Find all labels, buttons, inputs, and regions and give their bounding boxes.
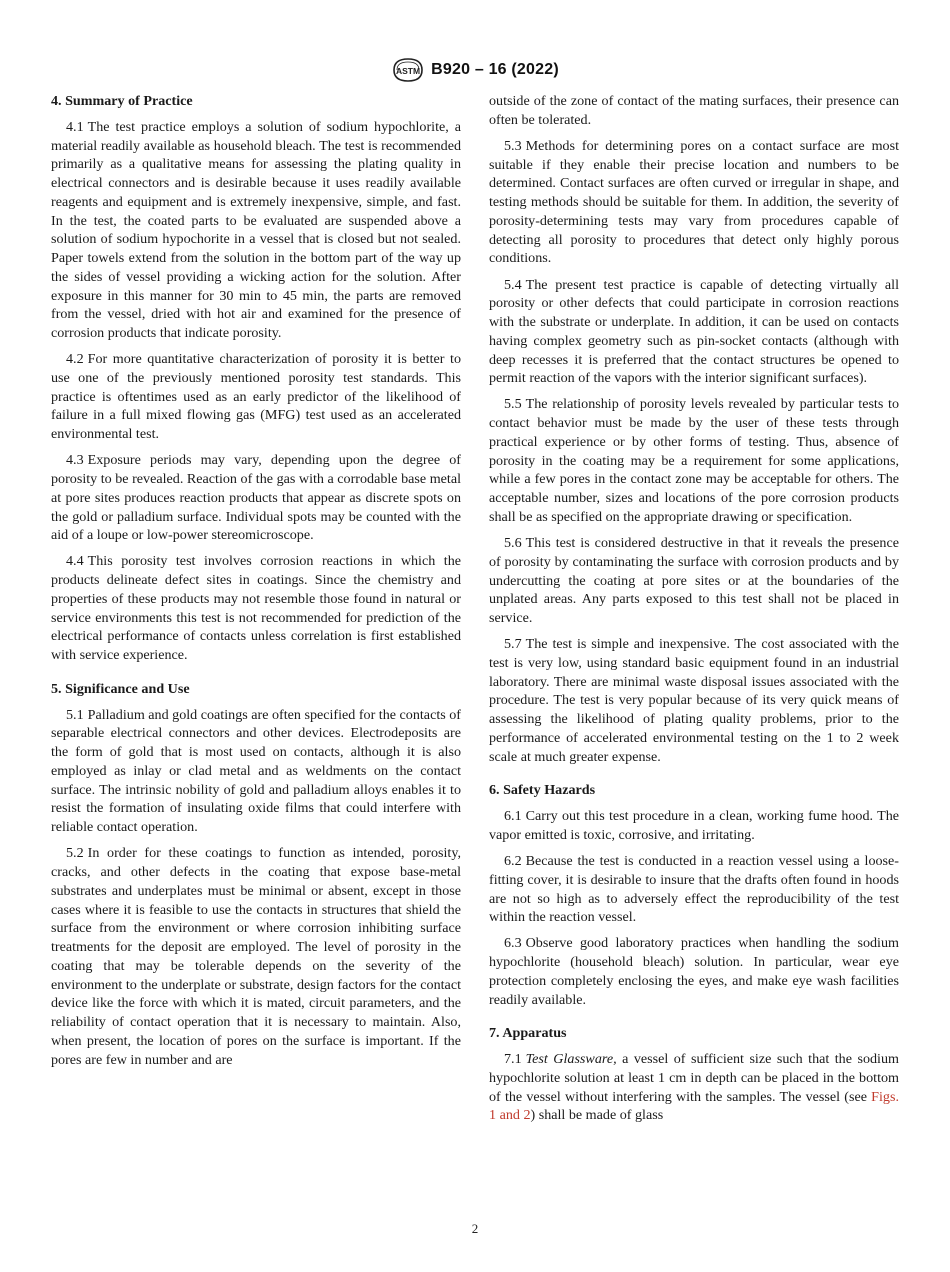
section-5-heading: 5. Significance and Use — [51, 680, 190, 697]
section-4-heading: 4. Summary of Practice — [51, 93, 193, 109]
section-6-heading: 6. Safety Hazards — [489, 782, 596, 799]
astm-logo-icon — [391, 56, 425, 84]
paragraph-7-1: 7.1 Test Glassware, a vessel of sufficient size such that the sodium hypochlorite solution at least 1 cm in depth can be placed in the bottom of the vessel without interfering with the samples. The vessel (see Figs. 1 and 2) shall be made of glass — [489, 1051, 899, 1124]
page-header — [0, 56, 950, 89]
paragraph-5-2: 5.2 In order for these coatings to function as intended, porosity, cracks, and other defects in the coating that expose base-metal substrates and underplates must be minimal or absent, except in those cases where it is feasible to use the contacts in structures that shield the surface from the environment or where corrosion inhibiting surface treatments for the deposit are employed. The level of porosity in the coating that may be tolerable depends on the severity of the environment to the underplate or substrate, design factors for the contact device like the force with which it is mated, circuit parameters, and the reliability of contact operation that it is necessary to maintain. Also, when present, the location of pores on the surface is important. If the pores are few in number and are — [51, 845, 461, 1068]
astm-logo-text: ASTM — [396, 66, 421, 76]
paragraph-4-2: 4.2 For more quantitative characterization of porosity it is better to use one of the previously mentioned porosity test standards. This practice is oftentimes used as an early predictor of the likelihood of failure in a full mixed flowing gas (MFG) test used as an accelerated environmental test. — [51, 351, 461, 443]
paragraph-5-3: 5.3 Methods for determining pores on a contact surface are most suitable if they enable their precise location and numbers to be determined. Contact surfaces are often curved or irregular in shape, and testing methods should be suitable for them. In addition, the severity of porosity-determining tests may vary from procedures capable of detecting all porosity to procedures that detect only highly porous conditions. — [489, 137, 899, 267]
paragraph-6-3: 6.3 Observe good laboratory practices when handling the sodium hypochlorite (household bleach) solution. In particular, wear eye protection completely enclosing the eyes, and make eye wash facilities readily available. — [489, 935, 899, 1008]
paragraph-5-1: 5.1 Palladium and gold coatings are often specified for the contacts of separable electrical connectors and other devices. Electrodeposits are the form of gold that is most used on contacts, although it is also employed as inlay or clad metal and as weldments on the contact surface. The intrinsic nobility of gold and palladium alloys enables it to resist the formation of insulating oxide films that could interfere with reliable contact operation. — [51, 706, 461, 836]
left-column — [51, 92, 461, 1077]
standard-designation: B920 – 16 (2022) — [431, 61, 559, 78]
right-column — [489, 92, 899, 1133]
figures-1-2-link[interactable]: Figs. 1 and 2 — [489, 1088, 899, 1124]
paragraph-5-6: 5.6 This test is considered destructive in that it reveals the presence of porosity by contaminating the surface with corrosion products and by undercutting the coating at pore sites or at the boundaries of the unplated areas. Any parts exposed to this test shall not be placed in service. — [489, 535, 899, 627]
paragraph-5-7: 5.7 The test is simple and inexpensive. The cost associated with the test is very low, using standard basic equipment found in an industrial laboratory. There are minimal waste disposal issues associated with the procedure. The test is very popular because of its very quick means of assessing the likelihood of plating quality problems, prior to the performance of accelerated environmental testing on the 1 to 2 week scale at much greater expense. — [489, 636, 899, 765]
paragraph-4-3: 4.3 Exposure periods may vary, depending upon the degree of porosity to be revealed. Reaction of the gas with a corrodable base metal at pore sites produces reaction products that appear as discrete spots on the gold or palladium surface. Individual spots may be counted with the aid of a loupe or low-power stereomicroscope. — [51, 452, 461, 544]
page-number: 2 — [471, 1221, 479, 1236]
paragraph-5-2-continued: outside of the zone of contact of the mating surfaces, their presence can often be tolerated. — [489, 93, 899, 128]
paragraph-4-1: 4.1 The test practice employs a solution of sodium hypochlorite, a material readily available as household bleach. The test is recommended primarily as a qualitative means for assessing the plating quality in electrical connectors and is desirable because it uses readily available reagents and equipment and is extremely inexpensive, simple, and fast. In the test, the coated parts to be evaluated are suspended above a solution of sodium hypochorite in a vessel that is closed but not sealed. Paper towels extend from the solution in the bottom part of the way up the sides of vessel providing a wicking action for the solution. After exposure in this manner for 30 min to 45 min, the parts are removed from the vessel, dried with hot air and examined for the presence of corrosion products that indicate porosity. — [51, 118, 461, 341]
paragraph-5-4: 5.4 The present test practice is capable of detecting virtually all porosity or other defects that could participate in corrosion reactions with the substrate or underplate. In addition, it can be used on contacts having complex geometry such as pin-socket contacts (although with deep recesses it is preferred that the contact structures be opened to permit reaction of the vapors with the interior significant surfaces). — [489, 276, 899, 387]
paragraph-5-5: 5.5 The relationship of porosity levels revealed by particular tests to contact behavior must be made by the user of these tests through practical experience or by other forms of testing. Thus, absence of porosity in the coating may be a requirement for some applications, while a few pores in the contact zone may be acceptable for others. The acceptable number, sizes and locations of the pore corrosion products shall be as specified on the appropriate drawing or specification. — [489, 396, 899, 525]
paragraph-6-2: 6.2 Because the test is conducted in a reaction vessel using a loose-fitting cover, it is desirable to insure that the drafts often found in hoods are not so high as to adversely effect the reproducibility of the test within the reaction vessel. — [489, 853, 899, 926]
section-7-heading: 7. Apparatus — [489, 1025, 567, 1042]
paragraph-4-4: 4.4 This porosity test involves corrosion reactions in which the products delineate defect sites in coatings. Since the chemistry and properties of these products may not resemble those found in natural or service environments this test is not recommended for prediction of the electrical performance of contacts unless correlation is first established with service experience. — [51, 553, 461, 664]
paragraph-6-1: 6.1 Carry out this test procedure in a clean, working fume hood. The vapor emitted is toxic, corrosive, and irritating. — [489, 808, 899, 843]
term-test-glassware: Test Glassware, — [525, 1051, 617, 1068]
